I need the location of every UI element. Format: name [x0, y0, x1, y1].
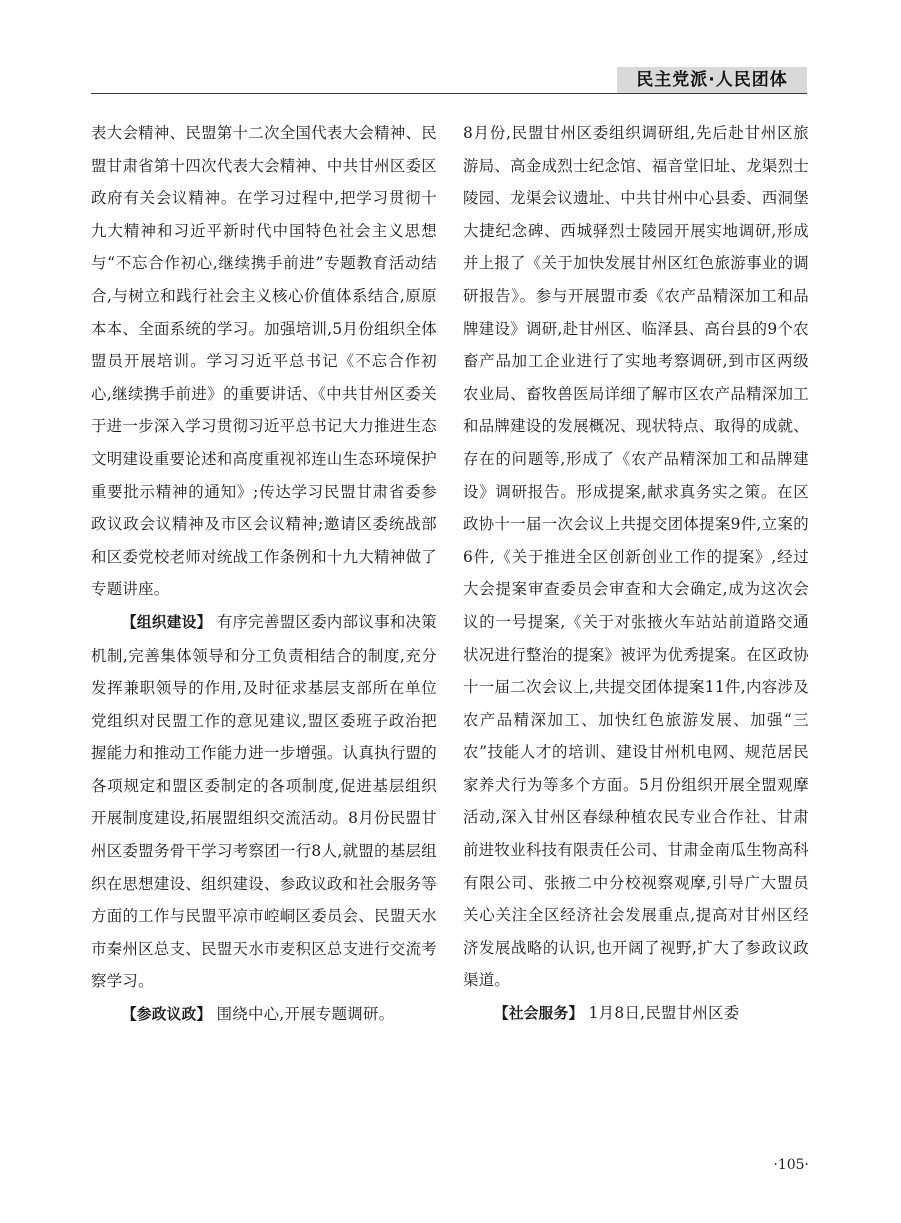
paragraph-political-participation	[91, 998, 437, 1032]
page-number: ·105·	[773, 1157, 809, 1173]
left-column	[91, 117, 437, 1032]
paragraph-body: 围绕中心,开展专题调研。	[211, 1005, 395, 1024]
section-tag-organization: 【组织建设】	[122, 613, 212, 631]
section-tag-social-service: 【社会服务】	[494, 1005, 584, 1023]
running-header	[91, 67, 807, 94]
paragraph-organization-building	[91, 606, 437, 998]
paragraph-body: 1月8日,民盟甘州区委	[583, 1004, 740, 1023]
paragraph-research-continued: 8月份,民盟甘州区委组织调研组,先后赴甘州区旅游局、高金成烈士纪念馆、福音堂旧址、龙渠烈士陵园、龙渠会议遗址、中共甘州中心县委、西洞堡大捷纪念碑、西城驿烈士陵园开展实地调研,形成并上报了《关于加快发展甘州区红色旅游事业的调研报告》。参与开展盟市委《农产品精深加工和品牌建设》调研,赴甘州区、临泽县、高台县的9个农畜产品加工企业进行了实地考察调研,到市区两级农业局、畜牧兽医局详细了解市区农产品精深加工和品牌建设的发展概况、现状特点、取得的成就、存在的问题等,形成了《农产品精深加工和品牌建设》调研报告。形成提案,献求真务实之策。在区政协十一届一次会议上共提交团体提案9件,立案的6件,《关于推进全区创新创业工作的提案》,经过大会提案审查委员会审查和大会确定,成为这次会议的一号提案,《关于对张掖火车站站前道路交通状况进行整治的提案》被评为优秀提案。在区政协十一届二次会议上,共提交团体提案11件,内容涉及农产品精深加工、加快红色旅游发展、加强“三农”技能人才的培训、建设甘州机电网、规范居民家养犬行为等多个方面。5月份组织开展全盟观摩活动,深入甘州区春绿种植农民专业合作社、甘肃前进牧业科技有限责任公司、甘肃金南瓜生物高科有限公司、张掖二中分校视察观摩,引导广大盟员关心关注全区经济社会发展重点,提高对甘州区经济发展战略的认识,也开阔了视野,扩大了参政议政渠道。	[463, 124, 809, 990]
right-column	[463, 117, 809, 1031]
section-tag-participation: 【参政议政】	[122, 1006, 212, 1024]
paragraph-social-service	[463, 997, 809, 1031]
section-title: 民主党派·人民团体	[617, 67, 807, 93]
paragraph-study-continued: 表大会精神、民盟第十二次全国代表大会精神、民盟甘肃省第十四次代表大会精神、中共甘州区委区政府有关会议精神。在学习过程中,把学习贯彻十九大精神和习近平新时代中国特色社会主义思想与“不忘合作初心,继续携手前进”专题教育活动结合,与树立和践行社会主义核心价值体系结合,原原本本、全面系统的学习。加强培训,5月份组织全体盟员开展培训。学习习近平总书记《不忘合作初心,继续携手前进》的重要讲话、《中共甘州区委关于进一步深入学习贯彻习近平总书记大力推进生态文明建设重要论述和高度重视祁连山生态环境保护重要批示精神的通知》;传达学习民盟甘肃省委参政议政会议精神及市区会议精神;邀请区委统战部和区委党校老师对统战工作条例和十九大精神做了专题讲座。	[91, 124, 437, 599]
paragraph-body: 有序完善盟区委内部议事和决策机制,完善集体领导和分工负责相结合的制度,充分发挥兼职领导的作用,及时征求基层支部所在单位党组织对民盟工作的意见建议,盟区委班子政治把握能力和推动工作能力进一步增强。认真执行盟的各项规定和盟区委制定的各项制度,促进基层组织开展制度建设,拓展盟组织交流活动。8月份民盟甘州区委盟务骨干学习考察团一行8人,就盟的基层组织在思想建设、组织建设、参政议政和社会服务等方面的工作与民盟平凉市崆峒区委员会、民盟天水市秦州区总支、民盟天水市麦积区总支进行交流考察学习。	[91, 612, 437, 991]
